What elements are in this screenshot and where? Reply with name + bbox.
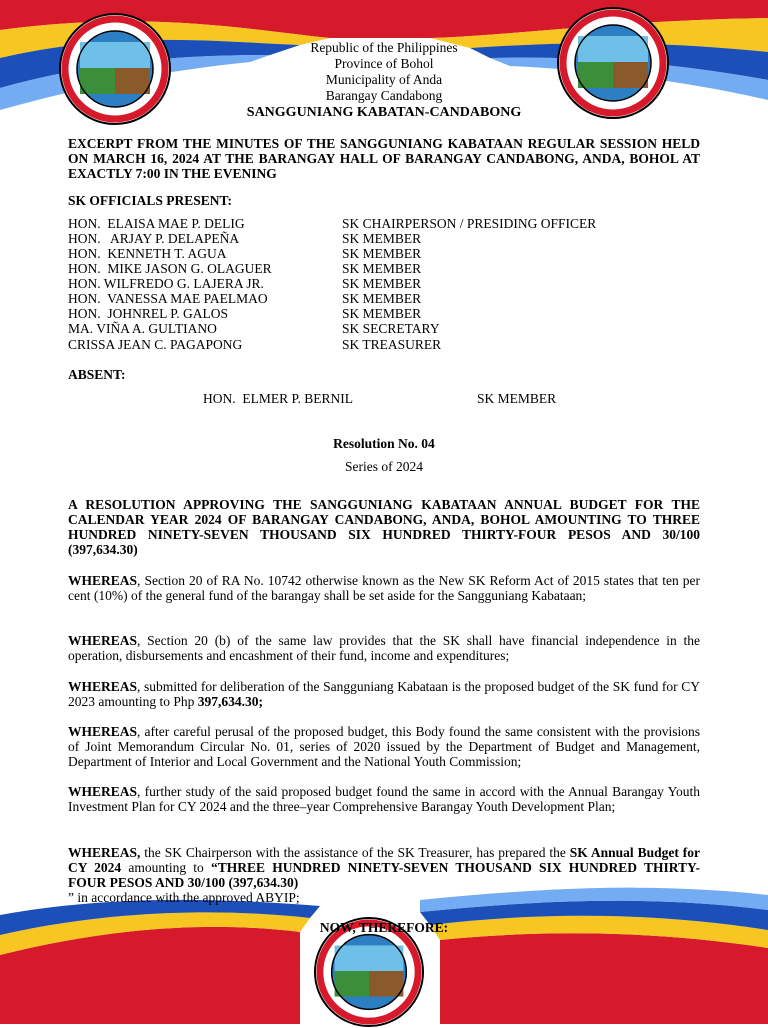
official-name: HON. WILFREDO G. LAJERA JR. [68,276,264,291]
official-position: SK MEMBER [342,231,422,246]
official-name: HON. VANESSA MAE PAELMAO [68,291,268,306]
official-position: SK MEMBER [342,261,422,276]
official-name: HON. JOHNREL P. GALOS [68,306,229,321]
whereas-amount: 397,634.30; [197,694,264,709]
whereas-clause [68,679,700,709]
whereas-clause [68,633,700,663]
official-position: SK SECRETARY [342,321,440,336]
whereas-clause [68,845,700,890]
whereas-tail: ” in accordance with the approved ABYIP; [68,890,300,905]
whereas-text: , further study of the said proposed budget found the same in accord with the Annual Barangay Youth Investment Plan for CY 2024 and the three–year Comprehensive Barangay Youth Development Plan; [68,784,700,814]
whereas-text: , submitted for deliberation of the Sangguniang Kabataan is the proposed budget of the SK fund for CY 2023 amounting to Php [68,679,700,709]
header-line-barangay: Barangay Candabong [325,88,443,103]
official-position: SK MEMBER [342,276,422,291]
resolution-series: Series of 2024 [345,459,423,474]
official-name: CRISSA JEAN C. PAGAPONG [68,337,243,352]
official-position: SK CHAIRPERSON / PRESIDING OFFICER [342,216,597,231]
absent-name: HON. ELMER P. BERNIL [203,391,354,406]
resolution-number: Resolution No. 04 [333,436,435,451]
excerpt-heading: EXCERPT FROM THE MINUTES OF THE SANGGUNIANG KABATAAN REGULAR SESSION HELD ON MARCH 16, 2024 AT THE BARANGAY HALL OF BARANGAY CANDABONG, ANDA, BOHOL AT EXACTLY 7:00 IN THE EVENING [68,136,700,181]
whereas-clause [68,573,700,603]
whereas-text-2: amounting to [121,860,211,875]
whereas-text: , Section 20 (b) of the same law provides that the SK shall have financial independence in the operation, disbursements and encashment of their fund, income and expenditures; [68,633,700,663]
whereas-lead: WHEREAS [68,679,138,694]
whereas-lead: WHEREAS [68,573,138,588]
official-name: HON. MIKE JASON G. OLAGUER [68,261,272,276]
whereas-text: , Section 20 of RA No. 10742 otherwise known as the New SK Reform Act of 2015 states that ten per cent (10%) of the general fund of the barangay shall be set aside for the Sangguniang Kabataan; [68,573,700,603]
whereas-lead: WHEREAS, [68,845,141,860]
whereas-clause [68,784,700,814]
whereas-budget-name: SK Annual Budget for CY 2024 [68,845,700,875]
whereas-lead: WHEREAS [68,633,138,648]
letterhead [0,40,768,121]
official-name: MA. VIÑA A. GULTIANO [68,321,217,336]
now-therefore: NOW, THEREFORE: [319,920,449,935]
official-position: SK MEMBER [342,246,422,261]
header-line-republic: Republic of the Philippines [310,40,458,55]
header-line-province: Province of Bohol [334,56,434,71]
official-name: HON. ARJAY P. DELAPEÑA [68,231,240,246]
whereas-amount-words: “THREE HUNDRED NINETY-SEVEN THOUSAND SIX HUNDRED THIRTY-FOUR PESOS AND 30/100 (397,634.30) [68,860,700,890]
whereas-text: the SK Chairperson with the assistance of the SK Treasurer, has prepared the [140,845,570,860]
official-name: HON. KENNETH T. AGUA [68,246,227,261]
official-position: SK MEMBER [342,306,422,321]
official-name: HON. ELAISA MAE P. DELIG [68,216,245,231]
official-position: SK MEMBER [342,291,422,306]
whereas-lead: WHEREAS [68,724,138,739]
header-org: SANGGUNIANG KABATAN-CANDABONG [246,105,522,120]
present-heading: SK OFFICIALS PRESENT: [68,193,233,208]
official-position: SK TREASURER [342,337,442,352]
whereas-text: , after careful perusal of the proposed budget, this Body found the same consistent with the provisions of Joint Memorandum Circular No. 01, series of 2020 issued by the Department of Budget and Management, Department of Interior and Local Government and the National Youth Commission; [68,724,700,769]
absent-heading: ABSENT: [68,367,126,382]
whereas-clause [68,724,700,769]
header-line-municipality: Municipality of Anda [325,72,443,87]
resolution-title: A RESOLUTION APPROVING THE SANGGUNIANG KABATAAN ANNUAL BUDGET FOR THE CALENDAR YEAR 2024 OF BARANGAY CANDABONG, ANDA, BOHOL AMOUNTING TO THREE HUNDRED NINETY-SEVEN THOUSAND SIX HUNDRED THIRTY-FOUR PESOS AND 30/100 (397,634.30) [68,497,700,557]
absent-position: SK MEMBER [477,391,557,406]
whereas-lead: WHEREAS [68,784,138,799]
